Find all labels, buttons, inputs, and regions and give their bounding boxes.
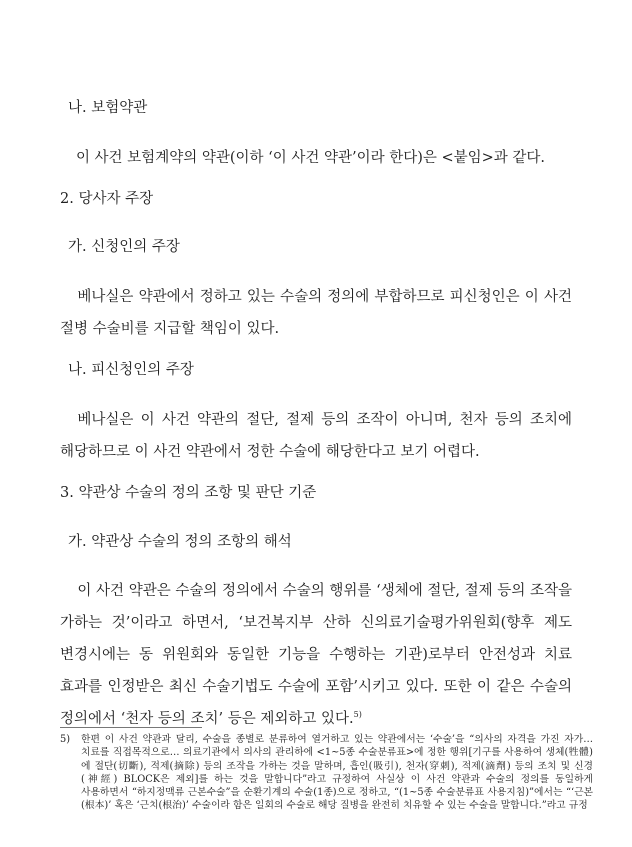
- section-heading-party-claims: 2. 당사자 주장: [60, 191, 154, 207]
- paragraph-applicant-claim: 베나실은 약관에서 정하고 있는 수술의 정의에 부합하므로 피신청인은 이 사건 절병 수술비를 지급할 책임이 있다.: [60, 289, 572, 337]
- section-heading-respondent-claim: 나. 피신청인의 주장: [68, 362, 194, 378]
- footnote-reference-5[interactable]: 5): [353, 710, 362, 720]
- paragraph-interpretation-text: 이 사건 약관은 수술의 정의에서 수술의 행위를 ‘생체에 절단, 절제 등의 조작을 가하는 것’이라고 하면서, ‘보건복지부 산하 신의료기술평가위원회(향후 제도 변경시에는 동 위원회와 동일한 기능을 수행하는 기관)로부터 안전성과 치료 효과를 인정받은 최신 수술기법도 수술에 포함’시키고 있다. 또한 이 같은 수술의 정의에서 ‘천자 등의 조치’ 등은 제외하고 있다.: [60, 583, 572, 727]
- paragraph-insurance-terms: 이 사건 보험계약의 약관(이하 ‘이 사건 약관’이라 한다)은 <붙임>과 같다.: [75, 150, 546, 166]
- section-heading-applicant-claim: 가. 신청인의 주장: [68, 239, 180, 255]
- section-heading-surgery-definition: 3. 약관상 수술의 정의 조항 및 판단 기준: [60, 485, 317, 501]
- footnote-text: 한편 이 사건 약관과 달리, 수술을 종별로 분류하여 열거하고 있는 약관에서는 ‘수술’을 “의사의 자격을 가진 자가… 치료를 직접목적으로… 의료기관에서 의사의 관리하에 <1~5종 수술분류표>에 정한 행위[기구를 사용하여 생체(牲體)에 절단(切斷), 적제(摘除) 등의 조작을 가하는 것을 말하며, 흡인(吸引), 천자(穿刺), 적제(滴劑) 등의 조치 및 신경(神經) BLOCK은 제외]를 하는 것을 말합니다”라고 규정하여 사실상 이 사건 약관과 수술의 정의를 동일하게 사용하면서 “하지정맥류 근본수술”을 순환기계의 수술(1종)으로 정하고, “(1~5종 수술분류표 사용지침)”에서는 “‘근본(根本)’ 혹은 ‘근치(根治)’ 수술이라 함은 일회의 수술로 해당 질병을 완전히 치유할 수 있는 수술을 말합니다.”라고 규정: [81, 734, 593, 812]
- paragraph-respondent-claim: 베나실은 이 사건 약관의 절단, 절제 등의 조작이 아니며, 천자 등의 조치에 해당하므로 이 사건 약관에서 정한 수술에 해당한다고 보기 어렵다.: [60, 412, 572, 460]
- footnote-mark: 5): [60, 734, 71, 745]
- footnote-divider: [60, 727, 202, 728]
- paragraph-interpretation: [60, 575, 572, 735]
- footnote-5: [60, 733, 593, 813]
- section-heading-insurance-terms: 나. 보험약관: [68, 100, 148, 116]
- section-heading-interpretation: 가. 약관상 수술의 정의 조항의 해석: [68, 534, 292, 550]
